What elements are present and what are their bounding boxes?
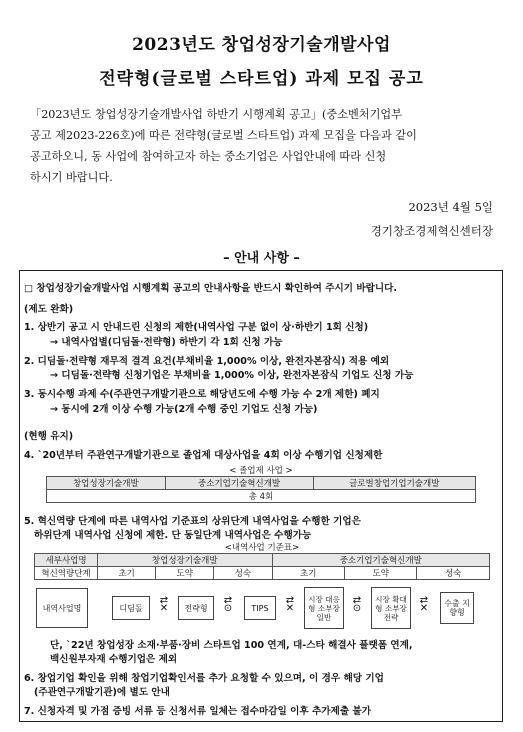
group-heading-relaxed: (제도 완화) — [24, 304, 74, 315]
intro-paragraph — [30, 104, 496, 188]
criteria-table — [34, 553, 490, 580]
flow-box-market-expansion: 시장 확대형 소부장 전략 — [371, 587, 411, 629]
criteria-table-cell: 혁신역량단계 — [35, 567, 98, 580]
item-6-line-1: 6. 창업기업 확인을 위해 창업기업확인서를 추가 요청할 수 있으며, 이 경우 해당 기업 — [24, 673, 384, 684]
title-line-2: 전략형(글로벌 스타트업) 과제 모집 공고 — [99, 69, 424, 89]
graduation-table-header: 창업성장기술개발 — [47, 477, 166, 490]
criteria-table-cell: 초기 — [98, 567, 156, 580]
flow-arrows-icon: ⇄ ✕ — [285, 595, 295, 614]
criteria-table-cell: 창업성장기술개발 — [98, 554, 273, 567]
flow-box-tips: TIPS — [244, 596, 276, 620]
graduation-table-header: 중소기업기술혁신개발 — [165, 477, 313, 490]
flow-label-box: 내역사업명 — [36, 588, 88, 628]
criteria-table-cell: 도약 — [156, 567, 214, 580]
item-7: 7. 신청자격 및 가점 증빙 서류 등 신청서류 일체는 접수마감일 이후 추가제출 불가 — [24, 706, 371, 717]
intro-line: 공고 제2023-226호)에 따른 전략형(글로벌 스타트업) 과제 모집을 다음과 같이 — [30, 129, 417, 142]
flow-arrows-icon: ⇄ ✕ — [159, 595, 169, 614]
graduation-table — [46, 476, 476, 503]
criteria-table-cell: 초기 — [272, 567, 344, 580]
item-6-line-2: (주관연구개발기관)에 별도 안내 — [34, 687, 170, 698]
item-1-sub: → 내역사업별(디딤돌·전략형) 하반기 각 1회 신청 가능 — [50, 337, 283, 348]
item-2-sub: → 디딤돌·전략형 신청기업은 부채비율 1,000% 이상, 완전자본잠식 기업도 신청 가능 — [50, 370, 414, 381]
item-5-line-2: 하위단계 내역사업 신청에 제한. 단 동일단계 내역사업은 수행가능 — [34, 530, 312, 541]
graduation-table-header: 글로벌창업기업기술개발 — [313, 477, 475, 490]
flow-box-export: 수출 지향형 — [440, 592, 474, 624]
criteria-table-cell: 도약 — [344, 567, 416, 580]
intro-line: 공고하오니, 동 사업에 참여하고자 하는 중소기업은 사업안내에 따라 신청 — [30, 150, 387, 163]
item-1: 1. 상반기 공고 시 안내드린 신청의 제한(내역사업 구분 없이 상·하반기 1회 신청) — [24, 322, 369, 333]
criteria-table-cell: 성숙 — [417, 567, 490, 580]
item-2: 2. 디딤돌·전략형 재무적 결격 요건(부채비율 1,000% 이상, 완전자본잠식) 적용 예외 — [24, 356, 390, 367]
item-3: 3. 동시수행 과제 수(주관연구개발기관으로 해당년도에 수행 가능 수 2개 제한) 폐지 — [24, 389, 380, 400]
notice-lead: □ 창업성장기술개발사업 시행계획 공고의 안내사항을 반드시 확인하여 주시기 바랍니다. — [24, 283, 398, 294]
flow-box-strategic: 전략형 — [178, 596, 214, 620]
intro-line: 「2023년도 창업성장기술개발사업 하반기 시행계획 공고」(중소벤처기업부 — [30, 108, 403, 121]
flow-box-market-response: 시장 대응형 소부장 일반 — [304, 587, 344, 629]
graduation-table-total: 총 4회 — [47, 490, 476, 503]
group-heading-maintained: (현행 유지) — [24, 431, 74, 442]
item-5-line-1: 5. 혁신역량 단계에 따른 내역사업 기준표의 상위단계 내역사업을 수행한 기업은 — [24, 516, 361, 527]
intro-line: 하시기 바랍니다. — [30, 171, 113, 184]
graduation-table-caption: < 졸업제 사업 > — [229, 466, 293, 476]
title-line-1: 2023년도 창업성장기술개발사업 — [132, 35, 391, 55]
flow-arrows-icon: ⇄ ✕ — [419, 595, 429, 614]
issuing-organization: 경기창조경제혁신센터장 — [370, 224, 493, 238]
criteria-table-cell: 성숙 — [214, 567, 272, 580]
flow-arrows-icon: ⇄ ⊙ — [352, 595, 362, 614]
flow-box-stepping-stone: 디딤돌 — [112, 596, 150, 620]
section-heading: – 안내 사항 – — [223, 251, 300, 266]
item-3-sub: → 동시에 2개 이상 수행 가능(2개 수행 중인 기업도 신청 가능) — [50, 404, 318, 415]
item-4: 4. `20년부터 주관연구개발기관으로 졸업제 대상사업을 4회 이상 수행기업 신청제한 — [24, 450, 383, 461]
announcement-date: 2023년 4월 5일 — [408, 200, 493, 214]
criteria-table-cell: 세부사업명 — [35, 554, 98, 567]
criteria-table-cell: 중소기업기술혁신개발 — [272, 554, 489, 567]
item-5-note-1: 단, `22년 창업성장 소재·부품·장비 스타트업 100 연계, 대-스타 해결사 플랫폼 연계, — [50, 640, 413, 651]
item-5-note-2: 백신원부자재 수행기업은 제외 — [50, 654, 178, 665]
flow-arrows-icon: ⇄ ⊙ — [223, 595, 233, 614]
criteria-table-caption: <내역사업 기준표> — [224, 543, 300, 553]
